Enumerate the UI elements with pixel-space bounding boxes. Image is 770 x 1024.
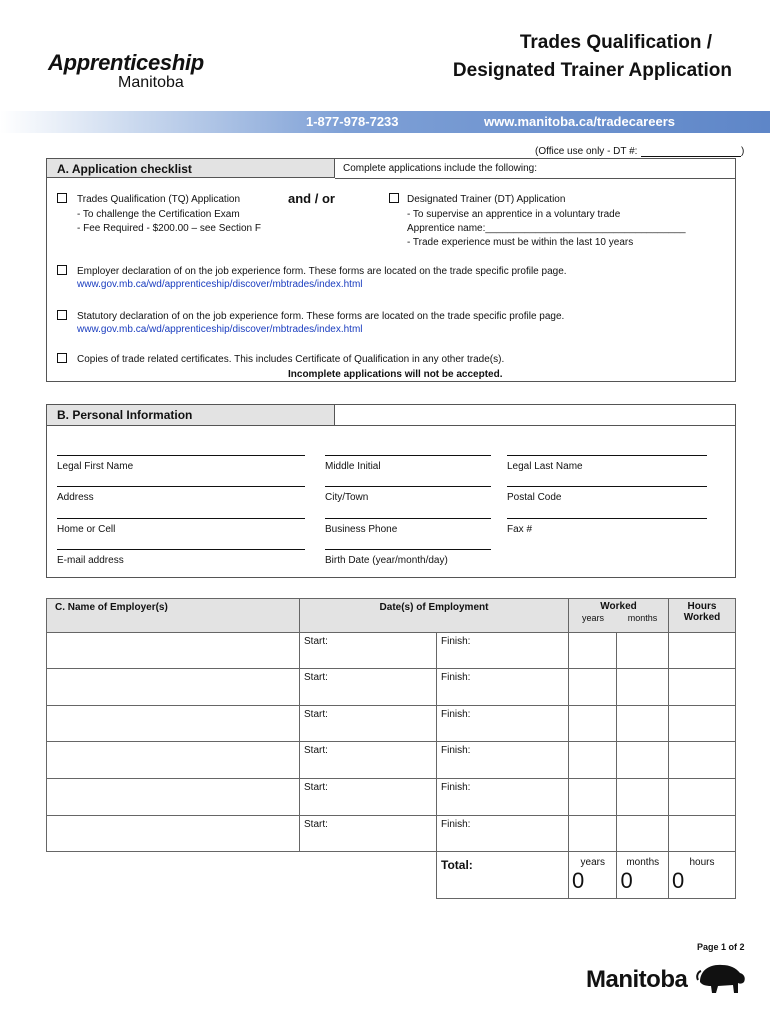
office-use-field[interactable]	[641, 156, 741, 157]
employer-declaration-checkbox[interactable]	[57, 265, 67, 275]
address-field[interactable]	[57, 486, 305, 487]
total-years-value: 0	[572, 868, 585, 893]
months-cell[interactable]	[617, 742, 669, 779]
hours-worked-header	[669, 599, 736, 633]
last-name-field[interactable]	[507, 455, 707, 456]
statutory-declaration-checkbox[interactable]	[57, 310, 67, 320]
tq-detail-1: - To challenge the Certification Exam	[77, 209, 240, 220]
months-cell[interactable]	[617, 706, 669, 742]
finish-date-cell[interactable]	[437, 779, 569, 816]
section-b-title: B. Personal Information	[47, 405, 335, 426]
apprentice-name-field[interactable]: Apprentice name:____________________________________	[407, 223, 686, 234]
months-cell[interactable]	[617, 779, 669, 816]
months-cell[interactable]	[617, 669, 669, 706]
finish-date-cell[interactable]	[437, 816, 569, 852]
employer-name-cell[interactable]	[47, 633, 300, 669]
employer-name-cell[interactable]	[47, 669, 300, 706]
start-date-cell[interactable]	[300, 742, 437, 779]
totals-spacer	[300, 852, 437, 899]
bison-icon	[696, 960, 748, 996]
employer-name-header	[47, 599, 300, 633]
employer-row	[47, 706, 736, 742]
finish-label: Finish:	[441, 819, 471, 830]
finish-label: Finish:	[441, 745, 471, 756]
finish-date-cell[interactable]	[437, 706, 569, 742]
employer-row	[47, 779, 736, 816]
worked-header-text: Worked	[600, 601, 637, 612]
copies-checkbox[interactable]	[57, 353, 67, 363]
hours-cell[interactable]	[669, 706, 736, 742]
middle-initial-label: Middle Initial	[325, 461, 381, 472]
apprenticeship-logo-subtitle: Manitoba	[118, 74, 184, 91]
first-name-field[interactable]	[57, 455, 305, 456]
years-cell[interactable]	[569, 706, 617, 742]
hours-cell[interactable]	[669, 633, 736, 669]
start-label: Start:	[304, 745, 328, 756]
employer-table	[46, 598, 736, 899]
total-months-label: months	[626, 857, 660, 868]
start-label: Start:	[304, 672, 328, 683]
first-name-label: Legal First Name	[57, 461, 134, 472]
finish-label: Finish:	[441, 782, 471, 793]
dt-checkbox[interactable]	[389, 193, 399, 203]
website-link[interactable]: www.manitoba.ca/tradecareers	[484, 114, 675, 129]
phone-number: 1-877-978-7233	[306, 114, 399, 129]
postal-code-field[interactable]	[507, 486, 707, 487]
total-hours-label: hours	[689, 857, 715, 868]
hours-cell[interactable]	[669, 779, 736, 816]
employer-row	[47, 669, 736, 706]
employer-name-cell[interactable]	[47, 779, 300, 816]
total-months-cell[interactable]	[617, 852, 669, 899]
section-b-header-rule	[335, 425, 735, 426]
finish-date-cell[interactable]	[437, 633, 569, 669]
apprenticeship-logo: Apprenticeship	[48, 50, 204, 75]
start-label: Start:	[304, 709, 328, 720]
section-a-header-rule	[335, 178, 735, 179]
employment-dates-header	[300, 599, 569, 633]
statutory-declaration-text: Statutory declaration of on the job experience form. These forms are located on the trade specific profile page.	[77, 311, 565, 322]
section-b-box	[46, 404, 736, 578]
total-years-label: years	[580, 857, 605, 868]
home-phone-label: Home or Cell	[57, 524, 116, 535]
employer-declaration-text: Employer declaration of on the job experience form. These forms are located on the trade specific profile page.	[77, 266, 567, 277]
dt-label: Designated Trainer (DT) Application	[407, 194, 566, 205]
page-number: Page 1 of 2	[697, 942, 745, 952]
years-cell[interactable]	[569, 633, 617, 669]
employer-declaration-link[interactable]: www.gov.mb.ca/wd/apprenticeship/discover/mbtrades/index.html	[77, 279, 363, 290]
finish-date-cell[interactable]	[437, 742, 569, 779]
form-title-line1: Trades Qualification /	[519, 32, 712, 53]
birth-date-label: Birth Date (year/month/day)	[325, 555, 448, 566]
fax-label: Fax #	[507, 524, 533, 535]
fax-field[interactable]	[507, 518, 707, 519]
worked-header	[569, 599, 669, 633]
years-cell[interactable]	[569, 816, 617, 852]
start-date-cell[interactable]	[300, 633, 437, 669]
start-date-cell[interactable]	[300, 779, 437, 816]
finish-label: Finish:	[441, 636, 471, 647]
total-label: Total:	[441, 858, 473, 872]
start-label: Start:	[304, 782, 328, 793]
email-label: E-mail address	[57, 555, 124, 566]
postal-code-label: Postal Code	[507, 492, 562, 503]
address-label: Address	[57, 492, 94, 503]
total-months-value: 0	[620, 868, 633, 893]
statutory-declaration-link[interactable]: www.gov.mb.ca/wd/apprenticeship/discover/mbtrades/index.html	[77, 324, 363, 335]
years-subheader: years	[581, 613, 604, 623]
section-a-subtitle: Complete applications include the following:	[343, 163, 538, 174]
office-use-close: )	[741, 146, 745, 157]
start-date-cell[interactable]	[300, 816, 437, 852]
email-field[interactable]	[57, 549, 305, 550]
last-name-label: Legal Last Name	[507, 461, 583, 472]
total-years-cell[interactable]	[569, 852, 617, 899]
form-title-line2: Designated Trainer Application	[452, 60, 732, 81]
employment-dates-header-text: Date(s) of Employment	[379, 602, 489, 613]
hours-worked-line2: Worked	[683, 612, 721, 623]
dt-detail-1: - To supervise an apprentice in a voluntary trade	[407, 209, 621, 220]
employer-name-header-text: C. Name of Employer(s)	[55, 602, 168, 613]
tq-checkbox[interactable]	[57, 193, 67, 203]
total-hours-value: 0	[672, 868, 685, 893]
business-phone-label: Business Phone	[325, 524, 398, 535]
business-phone-field[interactable]	[325, 518, 491, 519]
and-or-label: and / or	[288, 191, 335, 206]
finish-label: Finish:	[441, 709, 471, 720]
city-label: City/Town	[325, 492, 369, 503]
total-hours-cell[interactable]	[669, 852, 736, 899]
years-cell[interactable]	[569, 669, 617, 706]
middle-initial-field[interactable]	[325, 455, 491, 456]
months-subheader: months	[627, 613, 658, 623]
hours-worked-line1: Hours	[687, 601, 717, 612]
start-date-cell[interactable]	[300, 706, 437, 742]
start-date-cell[interactable]	[300, 669, 437, 706]
hours-cell[interactable]	[669, 742, 736, 779]
start-label: Start:	[304, 819, 328, 830]
start-label: Start:	[304, 636, 328, 647]
incomplete-warning: Incomplete applications will not be accepted.	[288, 369, 503, 380]
copies-text: Copies of trade related certificates. This includes Certificate of Qualification in any other trade(s).	[77, 354, 505, 365]
office-use-label: (Office use only - DT #:	[535, 146, 638, 157]
home-phone-field[interactable]	[57, 518, 305, 519]
dt-detail-3: - Trade experience must be within the last 10 years	[407, 237, 634, 248]
employer-name-cell[interactable]	[47, 816, 300, 852]
years-cell[interactable]	[569, 779, 617, 816]
tq-label: Trades Qualification (TQ) Application	[77, 194, 241, 205]
finish-label: Finish:	[441, 672, 471, 683]
months-cell[interactable]	[617, 816, 669, 852]
total-label-cell	[437, 852, 569, 899]
section-a-title: A. Application checklist	[47, 159, 335, 178]
months-cell[interactable]	[617, 633, 669, 669]
hours-cell[interactable]	[669, 669, 736, 706]
finish-date-cell[interactable]	[437, 669, 569, 706]
tq-detail-2: - Fee Required - $200.00 – see Section F	[77, 223, 261, 234]
employer-name-cell[interactable]	[47, 706, 300, 742]
employer-name-cell[interactable]	[47, 742, 300, 779]
hours-cell[interactable]	[669, 816, 736, 852]
employer-row	[47, 742, 736, 779]
years-cell[interactable]	[569, 742, 617, 779]
birth-date-field[interactable]	[325, 549, 491, 550]
manitoba-logo: Manitoba	[586, 966, 688, 993]
totals-row	[47, 852, 736, 899]
city-field[interactable]	[325, 486, 491, 487]
totals-spacer	[47, 852, 300, 899]
employer-row	[47, 816, 736, 852]
employer-row	[47, 633, 736, 669]
